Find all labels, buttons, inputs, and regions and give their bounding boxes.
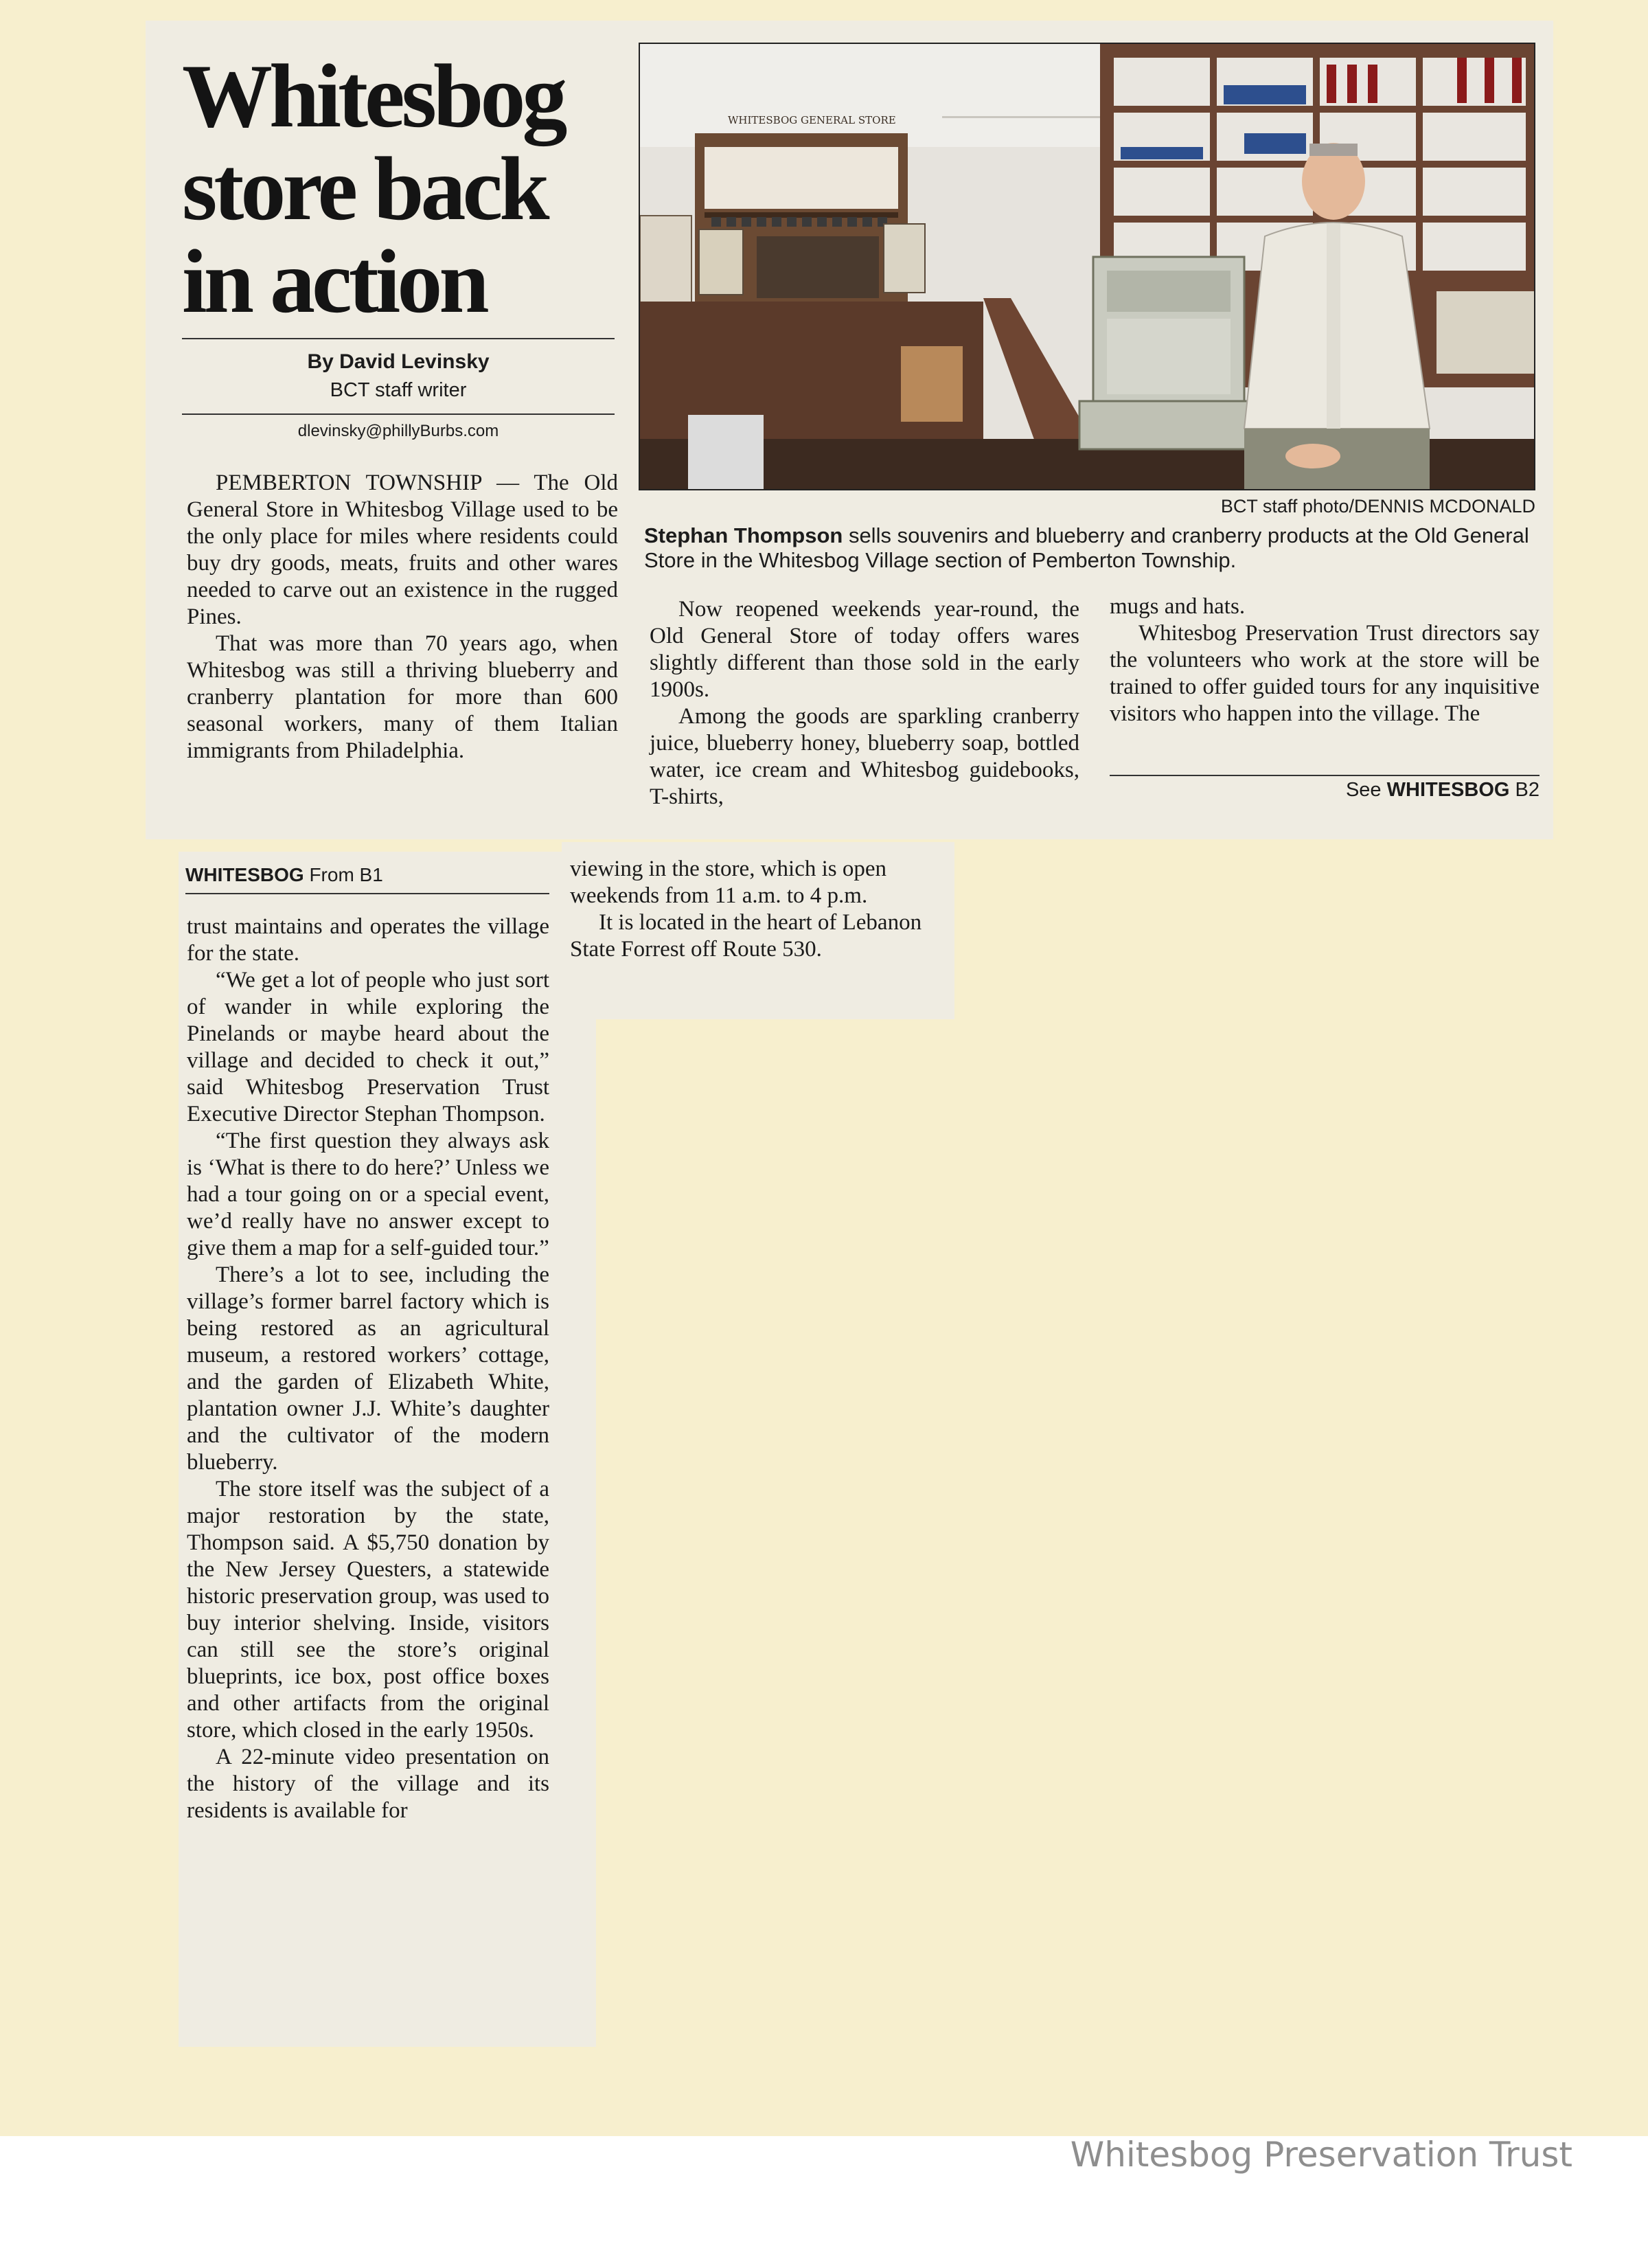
see-page: B2 — [1509, 779, 1540, 801]
headline-line: in action — [182, 231, 486, 332]
paragraph: “We get a lot of people who just sort of wander in while exploring the Pinelands or maybe heard about the village and decided to check it out,” said Whitesbog Preservation Trust Executive Director Stephan Thompson. — [187, 968, 549, 1126]
see-target: WHITESBOG — [1386, 779, 1510, 801]
paragraph: Whitesbog Preservation Trust directors say the volunteers who work at the store will be trained to offer guided tours for any inquisitive visitors who happen into the village. The — [1110, 621, 1540, 726]
article-column-4 — [187, 914, 549, 1824]
byline-rule-top — [182, 338, 615, 339]
see-prefix: See — [1345, 779, 1387, 801]
paragraph: It is located in the heart of Lebanon State Forrest off Route 530. — [570, 910, 922, 962]
byline-email: dlevinsky@phillyBurbs.com — [297, 422, 499, 440]
watermark: Whitesbog Preservation Trust — [1070, 2135, 1572, 2175]
article-headline — [182, 45, 621, 332]
paragraph: Now reopened weekends year-round, the Old General Store of today offers wares slightly different than those sold in the early 1900s. — [650, 597, 1079, 702]
paragraph: mugs and hats. — [1110, 594, 1246, 619]
see-rule — [1110, 775, 1540, 776]
photo-credit: BCT staff photo/DENNIS MCDONALD — [1220, 496, 1535, 517]
jump-label: WHITESBOG — [185, 864, 304, 885]
paragraph: viewing in the store, which is open weekends from 11 a.m. to 4 p.m. — [570, 857, 887, 908]
caption-text: sells souvenirs and blueberry and cranberry products at the Old General Store in the Whitesbog Village section of Pemberton Township. — [644, 523, 1529, 572]
paragraph: The store itself was the subject of a major restoration by the state, Thompson said. A $5,750 donation by the New Jersey Questers, a statewide historic preservation group, was used to buy interior shelving. Inside, visitors can still see the store’s original blueprints, ice box, post office boxes and other artifacts from the original store, which closed in the early 1950s. — [187, 1477, 549, 1743]
jump-from: From B1 — [304, 864, 383, 885]
headline-line: store back — [182, 138, 547, 239]
paragraph: “The first question they always ask is ‘What is there to do here?’ Unless we had a tour going on or a special event, we’d really have no answer except to give them a map for a self-guided tour.” — [187, 1129, 549, 1260]
byline-rule-bottom — [182, 413, 615, 415]
jump-line — [185, 864, 383, 886]
paragraph: trust maintains and operates the village for the state. — [187, 914, 549, 966]
paragraph: There’s a lot to see, including the village’s former barrel factory which is being restored as an agricultural museum, a restored workers’ cottage, and the garden of Elizabeth White, plantation owner J.J. White’s daughter and the cultivator of the modern blueberry. — [187, 1262, 549, 1475]
paragraph: A 22-minute video presentation on the history of the village and its residents is available for — [187, 1745, 549, 1823]
jump-rule — [185, 893, 549, 894]
article-column-2 — [650, 596, 1079, 810]
article-column-3 — [1110, 593, 1540, 727]
see-reference — [1110, 779, 1540, 802]
paragraph: PEMBERTON TOWNSHIP — The Old General Store in Whitesbog Village used to be the only place for miles where residents could buy dry goods, meats, fruits and other wares needed to carve out an existence in the rugged Pines. — [187, 470, 618, 629]
store-photo — [639, 43, 1535, 490]
photo-caption — [644, 523, 1537, 573]
store-sign: WHITESBOG GENERAL STORE — [728, 114, 896, 126]
article-column-5 — [570, 856, 927, 963]
headline-line: Whitesbog — [182, 45, 564, 146]
caption-name: Stephan Thompson — [644, 523, 843, 547]
paragraph: Among the goods are sparkling cranberry juice, blueberry honey, blueberry soap, bottled water, ice cream and Whitesbog guidebooks, T-shirts, — [650, 704, 1079, 809]
article-column-1 — [187, 470, 618, 764]
byline-author: By David Levinsky — [307, 350, 490, 373]
paragraph: That was more than 70 years ago, when Whitesbog was still a thriving blueberry and cranberry plantation for more than 600 seasonal workers, many of them Italian immigrants from Philadelphia. — [187, 631, 618, 763]
byline-role: BCT staff writer — [330, 379, 467, 401]
